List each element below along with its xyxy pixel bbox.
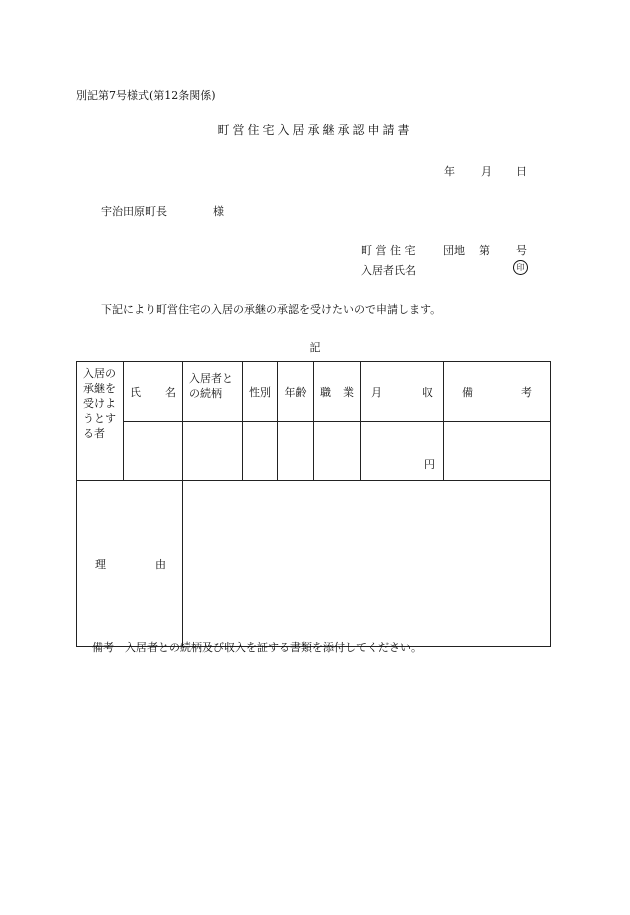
sex-cell[interactable] — [243, 422, 278, 481]
addressee-name: 宇治田原町長 — [101, 205, 167, 218]
form-number: 別記第7号様式(第12条関係) — [76, 89, 216, 102]
document-title: 町営住宅入居承継承認申請書 — [217, 123, 413, 137]
ki-heading: 記 — [309, 341, 321, 354]
income-cell[interactable]: 円 — [361, 422, 444, 481]
name-header: 氏 名 — [124, 362, 183, 422]
occupation-header: 職 業 — [314, 362, 361, 422]
age-cell[interactable] — [278, 422, 314, 481]
housing-label: 町 営 住 宅 — [361, 244, 416, 257]
housing-row — [361, 242, 527, 258]
date-day-label: 日 — [516, 165, 527, 178]
sex-header: 性別 — [243, 362, 278, 422]
date-year-label: 年 — [444, 165, 455, 178]
seal-mark: 印 — [513, 260, 528, 275]
application-statement: 下記により町営住宅の入居の承継の承認を受けたいので申請します。 — [101, 303, 442, 316]
occupation-cell[interactable] — [314, 422, 361, 481]
remarks-header: 備 考 — [444, 362, 551, 422]
income-header: 月 収 — [361, 362, 444, 422]
remarks-note: 備考 入居者との続柄及び収入を証する書類を添付してください。 — [92, 641, 422, 654]
reason-label: 理 由 — [77, 481, 183, 647]
addressee-honorific: 様 — [213, 205, 224, 218]
addressee — [101, 203, 224, 219]
age-header: 年齢 — [278, 362, 314, 422]
number-label: 号 — [516, 244, 527, 257]
application-table — [76, 361, 551, 647]
building-label: 第 — [479, 244, 490, 257]
remarks-cell[interactable] — [444, 422, 551, 481]
applicant-name-label: 入居者氏名 — [361, 264, 416, 277]
date-month-label: 月 — [481, 165, 492, 178]
successor-label: 入居の承継を受けようとする者 — [77, 362, 124, 481]
complex-label: 団地 — [443, 244, 465, 257]
reason-cell[interactable] — [183, 481, 551, 647]
name-cell[interactable] — [124, 422, 183, 481]
relationship-cell[interactable] — [183, 422, 243, 481]
relationship-header: 入居者との続柄 — [183, 362, 243, 422]
